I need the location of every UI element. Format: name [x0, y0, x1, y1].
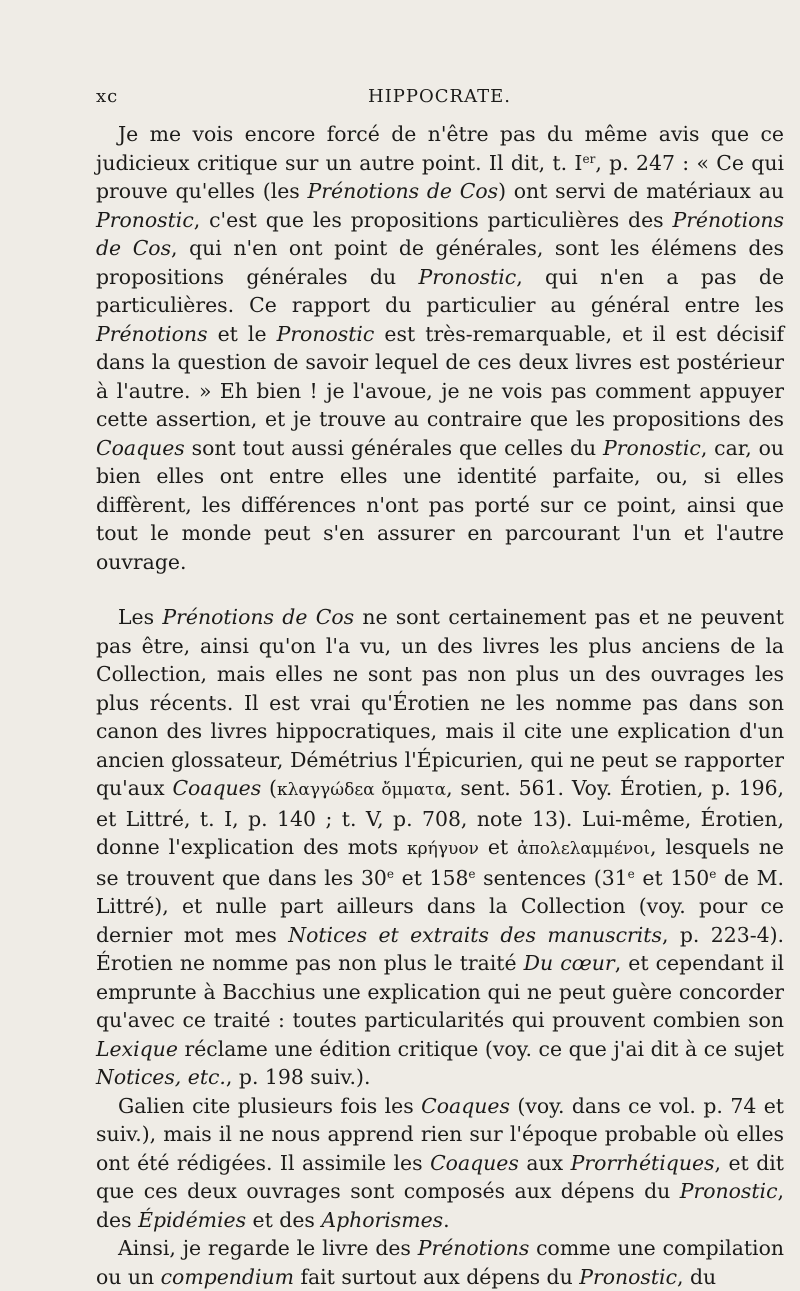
text-run: , et dit que ces deux ouvrages sont composés aux dépens du — [96, 1150, 784, 1203]
greek-text: κρήγυον — [407, 839, 479, 859]
text-run: , lesquels ne se trouvent que dans les 30 — [96, 835, 785, 890]
running-title: HIPPOCRATE. — [368, 86, 511, 107]
italic-text: Prénotions de Cos — [162, 605, 355, 629]
text-run: , c'est que les propositions particulières des — [193, 207, 673, 232]
superscript: er — [582, 151, 596, 166]
italic-text: Prénotions — [96, 321, 208, 346]
text-run: Galien cite plusieurs fois les — [118, 1093, 422, 1118]
italic-text: Lexique — [96, 1036, 178, 1061]
italic-text: compendium — [160, 1264, 294, 1289]
italic-text: Notices, etc. — [96, 1065, 226, 1089]
italic-text: Aphorismes — [321, 1207, 444, 1232]
italic-text: Coaques — [96, 435, 185, 460]
text-run: de M. Littré), et nulle part ailleurs dans la Collection (voy. pour ce dernier mot mes — [96, 865, 784, 947]
italic-text: Coaques — [430, 1150, 519, 1175]
italic-text: Pronostic — [96, 207, 194, 232]
superscript: e — [709, 866, 717, 881]
italic-text: Prénotions de Cos — [307, 179, 499, 203]
italic-text: Pronostic — [603, 435, 701, 460]
text-run: , qui n'en a pas de particulières. Ce rapport du particulier au général entre les — [96, 264, 785, 317]
italic-text: Pronostic — [276, 321, 375, 346]
text-run: est très-remarquable, et il est décisif dans la question de savoir lequel de ces deux livres est postérieur à l'autre. » Eh bien ! je l'avoue, je ne vois pas comment appuyer cette assertion, et je trouve au contraire que les propositions des — [96, 321, 784, 431]
superscript: e — [468, 866, 476, 881]
text-run: Ainsi, je regarde le livre des — [118, 1236, 418, 1260]
body-text — [96, 120, 784, 1291]
text-run: et — [478, 835, 518, 859]
superscript: e — [627, 866, 635, 881]
page-header — [96, 86, 784, 120]
text-run: ( — [261, 776, 278, 800]
text-run: et des — [246, 1207, 322, 1232]
text-run: , car, ou bien elles ont entre elles une identité parfaite, ou, si elles diffèrent, les différences n'ont pas porté sur ce point, ainsi que tout le monde peut s'en assurer en parcourant l'un et l'autre ouvrage. — [96, 435, 784, 574]
text-run: sont tout aussi générales que celles du — [184, 435, 604, 460]
text-run: Je me vois encore forcé de n'être pas du même avis que ce judicieux critique sur un autre point. Il dit, t. I — [96, 122, 784, 175]
italic-text: Pronostic — [418, 264, 517, 289]
text-run: , des — [96, 1179, 784, 1232]
text-run: comme une compilation ou un — [96, 1236, 784, 1289]
text-run: , sent. 561. Voy. Érotien, p. 196, et Littré, t. I, p. 140 ; t. V, p. 708, note 13). Lui-même, Érotien, donne l'explication des mots — [96, 776, 785, 859]
greek-text: ἀπολελαμμένοι — [517, 839, 651, 859]
text-run: ) ont servi de matériaux au — [498, 179, 784, 203]
text-run: (voy. dans ce vol. p. 74 et suiv.), mais il ne nous apprend rien sur l'époque probable où elles ont été rédigées. Il assimile les — [96, 1093, 785, 1175]
text-run: ne sont certainement pas et ne peuvent pas être, ainsi qu'on l'a vu, un des livres les plus anciens de la Collection, mais elles ne sont pas non plus un des ouvrages les plus récents. Il est vrai qu'Érotien ne les nomme pas dans son canon des livres hippocratiques, mais il cite une explication d'un ancien glossateur, Démétrius l'Épicurien, qui ne peut se rapporter qu'aux — [96, 605, 784, 800]
text-run: . — [443, 1207, 450, 1232]
italic-text: Épidémies — [138, 1207, 247, 1232]
italic-text: Pronostic — [679, 1179, 778, 1203]
greek-text: κλαγγώδεα ὄμματα — [277, 780, 447, 800]
italic-text: Du cœur — [523, 951, 615, 975]
paragraph — [96, 1234, 784, 1291]
text-run: et le — [207, 321, 277, 346]
italic-text: Prénotions — [417, 1236, 530, 1260]
text-run: , p. 198 suiv.). — [225, 1065, 371, 1089]
text-run: aux — [518, 1150, 571, 1175]
text-run: Les — [118, 605, 163, 629]
text-run: fait surtout aux dépens du — [293, 1264, 580, 1289]
italic-text: Notices et extraits des manuscrits — [288, 922, 662, 947]
text-run: , qui n'en ont point de générales, sont les élémens des propositions générales du — [96, 236, 784, 289]
text-run: réclame une édition critique (voy. ce que j'ai dit à ce sujet — [177, 1036, 784, 1061]
italic-text: Coaques — [172, 776, 262, 800]
text-run: , du — [677, 1264, 717, 1289]
italic-text: Prénotions de Cos — [96, 207, 784, 260]
text-run: , et cependant il emprunte à Bacchius une explication qui ne peut guère concorder qu'avec ce traité : toutes particularités qui prouvent combien son — [96, 951, 784, 1032]
text-run: et 158 — [394, 865, 469, 890]
text-run: , p. 223-4). Érotien ne nomme pas non plus le traité — [96, 922, 785, 975]
paragraph — [96, 603, 784, 1092]
italic-text: Coaques — [421, 1093, 510, 1118]
italic-text: Pronostic — [579, 1264, 677, 1289]
text-run: et 150 — [634, 865, 710, 890]
italic-text: Prorrhétiques — [570, 1150, 715, 1175]
paragraph — [96, 1092, 784, 1235]
superscript: e — [386, 866, 395, 881]
text-run: , p. 247 : « Ce qui prouve qu'elles (les — [96, 150, 784, 203]
page-number: xc — [96, 86, 119, 107]
text-run: sentences (31 — [475, 865, 628, 890]
paragraph — [96, 120, 784, 576]
